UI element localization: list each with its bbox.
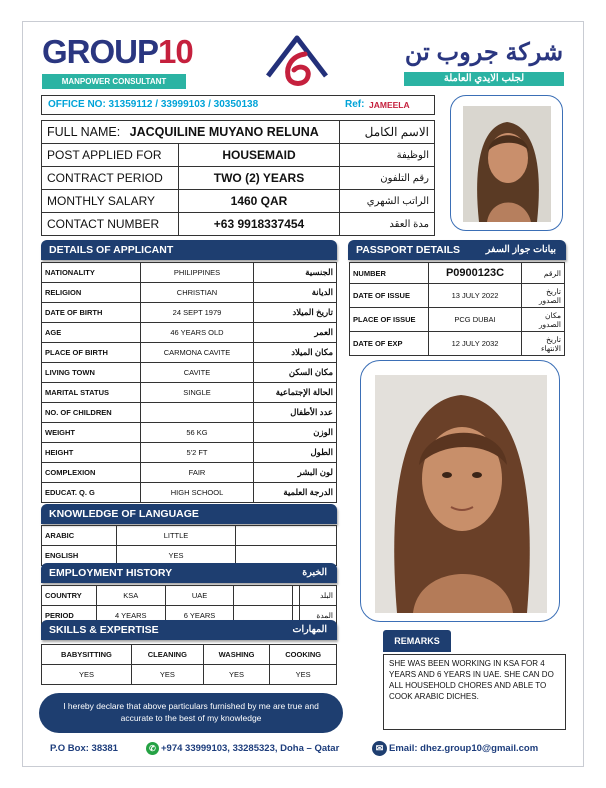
applicant-field-label: DATE OF BIRTH: [42, 303, 141, 323]
passport-number-arabic: الرقم: [522, 263, 565, 284]
applicant-row: [42, 343, 337, 363]
contact-arabic: مدة العقد: [340, 213, 435, 236]
applicant-row: [42, 403, 337, 423]
language-english-value: YES: [117, 546, 236, 566]
info-row-fullname: [42, 121, 435, 144]
applicant-field-arabic: الديانة: [254, 283, 337, 303]
employment-title: EMPLOYMENT HISTORY: [49, 567, 173, 579]
remarks-header: [383, 630, 451, 652]
ref-value: JAMEELA: [369, 100, 410, 110]
language-row: [42, 526, 337, 546]
applicant-field-value: 5'2 FT: [141, 443, 254, 463]
applicant-field-value: CARMONA CAVITE: [141, 343, 254, 363]
applicant-field-arabic: لون البشر: [254, 463, 337, 483]
employment-title-arabic: الخبرة: [302, 567, 327, 578]
company-logo: [42, 33, 193, 92]
post-arabic: الوظيفة: [340, 144, 435, 167]
applicant-field-label: NO. OF CHILDREN: [42, 403, 141, 423]
passport-title: PASSPORT DETAILS: [356, 244, 461, 256]
applicant-row: [42, 383, 337, 403]
ref-label: Ref:: [345, 99, 365, 110]
applicant-row: [42, 263, 337, 283]
applicant-field-value: 46 YEARS OLD: [141, 323, 254, 343]
applicant-field-value: CAVITE: [141, 363, 254, 383]
applicant-field-arabic: الطول: [254, 443, 337, 463]
language-header: [41, 504, 337, 524]
applicant-field-arabic: الدرجة العلمية: [254, 483, 337, 503]
email-icon: ✉: [372, 741, 387, 756]
skill-value-washing: YES: [203, 665, 270, 685]
passport-row: [350, 308, 565, 332]
arabic-company-name: شركة جروب تن: [404, 39, 564, 66]
passport-exp-label: DATE OF EXP: [350, 332, 429, 356]
passport-issue-arabic: تاريخ الصدور: [522, 284, 565, 308]
applicant-field-label: HEIGHT: [42, 443, 141, 463]
applicant-field-value: PHILIPPINES: [141, 263, 254, 283]
salary-label: MONTHLY SALARY: [42, 190, 179, 213]
skill-name-babysitting: BABYSITTING: [42, 645, 132, 665]
arabic-logo: [404, 38, 564, 90]
office-numbers: OFFICE NO: 31359112 / 33999103 / 30350138: [48, 99, 259, 110]
employment-period-2: 6 YEARS: [165, 606, 234, 626]
employment-period-label: PERIOD: [42, 606, 97, 626]
applicant-title: DETAILS OF APPLICANT: [49, 244, 174, 256]
passport-exp-value: 12 JULY 2032: [429, 332, 522, 356]
passport-place-label: PLACE OF ISSUE: [350, 308, 429, 332]
language-table: [41, 525, 337, 566]
remarks-title: REMARKS: [394, 636, 440, 646]
applicant-field-arabic: الجنسية: [254, 263, 337, 283]
applicant-field-arabic: مكان السكن: [254, 363, 337, 383]
applicant-field-value: HIGH SCHOOL: [141, 483, 254, 503]
applicant-row: [42, 363, 337, 383]
passport-number-label: NUMBER: [350, 263, 429, 284]
info-row-salary: [42, 190, 435, 213]
fullname-label: FULL NAME:: [47, 125, 121, 139]
employment-empty-cell: [234, 586, 293, 606]
skill-name-washing: WASHING: [203, 645, 270, 665]
applicant-field-value: 56 KG: [141, 423, 254, 443]
logo-group-text: GROUP: [42, 33, 159, 70]
applicant-field-label: MARITAL STATUS: [42, 383, 141, 403]
contact-value: +63 9918337454: [179, 213, 340, 236]
footer-phone: +974 33999103, 33285323, Doha – Qatar: [161, 743, 340, 754]
applicant-photo-small: [450, 95, 563, 231]
applicant-header: [41, 240, 337, 260]
applicant-field-value: CHRISTIAN: [141, 283, 254, 303]
applicant-row: [42, 423, 337, 443]
employment-period-arabic: المدة: [300, 606, 337, 626]
whatsapp-icon: ✆: [146, 742, 159, 755]
employment-country-1: KSA: [96, 586, 165, 606]
employment-empty-cell: [293, 586, 300, 606]
passport-row: [350, 284, 565, 308]
applicant-field-arabic: مكان الميلاد: [254, 343, 337, 363]
info-row-contract: [42, 167, 435, 190]
passport-table: [349, 262, 565, 356]
language-title: KNOWLEDGE OF LANGUAGE: [49, 508, 199, 520]
applicant-field-arabic: الحالة الإجتماعية: [254, 383, 337, 403]
logo-tagline: MANPOWER CONSULTANT: [42, 74, 186, 89]
applicant-row: [42, 323, 337, 343]
skill-value-babysitting: YES: [42, 665, 132, 685]
basic-info-table: [41, 120, 435, 236]
skills-title-arabic: المهارات: [292, 624, 327, 635]
applicant-field-label: NATIONALITY: [42, 263, 141, 283]
remarks-text: SHE WAS BEEN WORKING IN KSA FOR 4 YEARS AND 6 YEARS IN UAE. SHE CAN DO ALL HOUSEHOLD CHORES AND ABLE TO COOK ARABIC DICHES.: [389, 659, 554, 701]
skill-value-cleaning: YES: [131, 665, 203, 685]
salary-value: 1460 QAR: [179, 190, 340, 213]
employment-country-row: [42, 586, 337, 606]
applicant-field-label: COMPLEXION: [42, 463, 141, 483]
applicant-field-arabic: العمر: [254, 323, 337, 343]
office-line: [41, 95, 435, 115]
skills-table: [41, 644, 337, 685]
contact-label: CONTACT NUMBER: [42, 213, 179, 236]
skill-value-cooking: YES: [270, 665, 337, 685]
applicant-field-value: 24 SEPT 1979: [141, 303, 254, 323]
declaration-text: I hereby declare that above particulars furnished by me are true and accurate to the best of my knowledge: [63, 701, 319, 723]
emblem-logo: [264, 32, 330, 90]
passport-issue-value: 13 JULY 2022: [429, 284, 522, 308]
applicant-row: [42, 483, 337, 503]
footer: [40, 740, 570, 758]
salary-arabic: الراتب الشهري: [340, 190, 435, 213]
applicant-field-label: LIVING TOWN: [42, 363, 141, 383]
passport-exp-arabic: تاريخ الانتهاء: [522, 332, 565, 356]
skills-values-row: [42, 665, 337, 685]
footer-email: Email: dhez.group10@gmail.com: [389, 743, 539, 754]
contract-arabic: رقم التلفون: [340, 167, 435, 190]
applicant-field-label: EDUCAT. Q. G: [42, 483, 141, 503]
applicant-field-label: AGE: [42, 323, 141, 343]
applicant-row: [42, 463, 337, 483]
post-label: POST APPLIED FOR: [42, 144, 179, 167]
employment-country-2: UAE: [165, 586, 234, 606]
applicant-row: [42, 303, 337, 323]
skills-header: [41, 620, 337, 640]
applicant-field-label: WEIGHT: [42, 423, 141, 443]
post-value: HOUSEMAID: [179, 144, 340, 167]
contract-label: CONTRACT PERIOD: [42, 167, 179, 190]
contract-value: TWO (2) YEARS: [179, 167, 340, 190]
applicant-field-label: RELIGION: [42, 283, 141, 303]
applicant-field-value: FAIR: [141, 463, 254, 483]
footer-po-box: P.O Box: 38381: [50, 743, 118, 754]
applicant-table: [41, 262, 337, 503]
remarks-box: [383, 654, 566, 730]
language-arabic-value: LITTLE: [117, 526, 236, 546]
passport-issue-label: DATE OF ISSUE: [350, 284, 429, 308]
declaration-box: [39, 693, 343, 733]
arabic-tagline: لجلب الايدي العاملة: [404, 72, 564, 86]
info-row-post: [42, 144, 435, 167]
fullname-value: JACQUILINE MUYANO RELUNA: [129, 125, 319, 139]
fullname-arabic: الاسم الكامل: [340, 121, 435, 144]
applicant-field-value: SINGLE: [141, 383, 254, 403]
employment-period-1: 4 YEARS: [96, 606, 165, 626]
language-english-label: ENGLISH: [42, 546, 117, 566]
passport-title-arabic: بيانات جواز السفر: [485, 244, 556, 255]
employment-header: [41, 563, 337, 583]
passport-place-value: PCG DUBAI: [429, 308, 522, 332]
skill-name-cleaning: CLEANING: [131, 645, 203, 665]
passport-row: [350, 263, 565, 284]
info-row-contact: [42, 213, 435, 236]
logo-number-text: 10: [158, 33, 193, 70]
applicant-field-label: PLACE OF BIRTH: [42, 343, 141, 363]
passport-row: [350, 332, 565, 356]
skill-name-cooking: COOKING: [270, 645, 337, 665]
applicant-field-arabic: تاريخ الميلاد: [254, 303, 337, 323]
applicant-row: [42, 443, 337, 463]
employment-country-label: COUNTRY: [42, 586, 97, 606]
skills-title: SKILLS & EXPERTISE: [49, 624, 159, 636]
applicant-photo-large: [360, 360, 560, 622]
language-arabic-label: ARABIC: [42, 526, 117, 546]
applicant-row: [42, 283, 337, 303]
passport-header: [348, 240, 566, 260]
skills-names-row: [42, 645, 337, 665]
language-empty-cell: [236, 526, 337, 546]
applicant-field-arabic: الوزن: [254, 423, 337, 443]
applicant-field-value: [141, 403, 254, 423]
applicant-field-arabic: عدد الأطفال: [254, 403, 337, 423]
passport-number-value: P0900123C: [429, 263, 522, 284]
employment-country-arabic: البلد: [300, 586, 337, 606]
passport-place-arabic: مكان الصدور: [522, 308, 565, 332]
